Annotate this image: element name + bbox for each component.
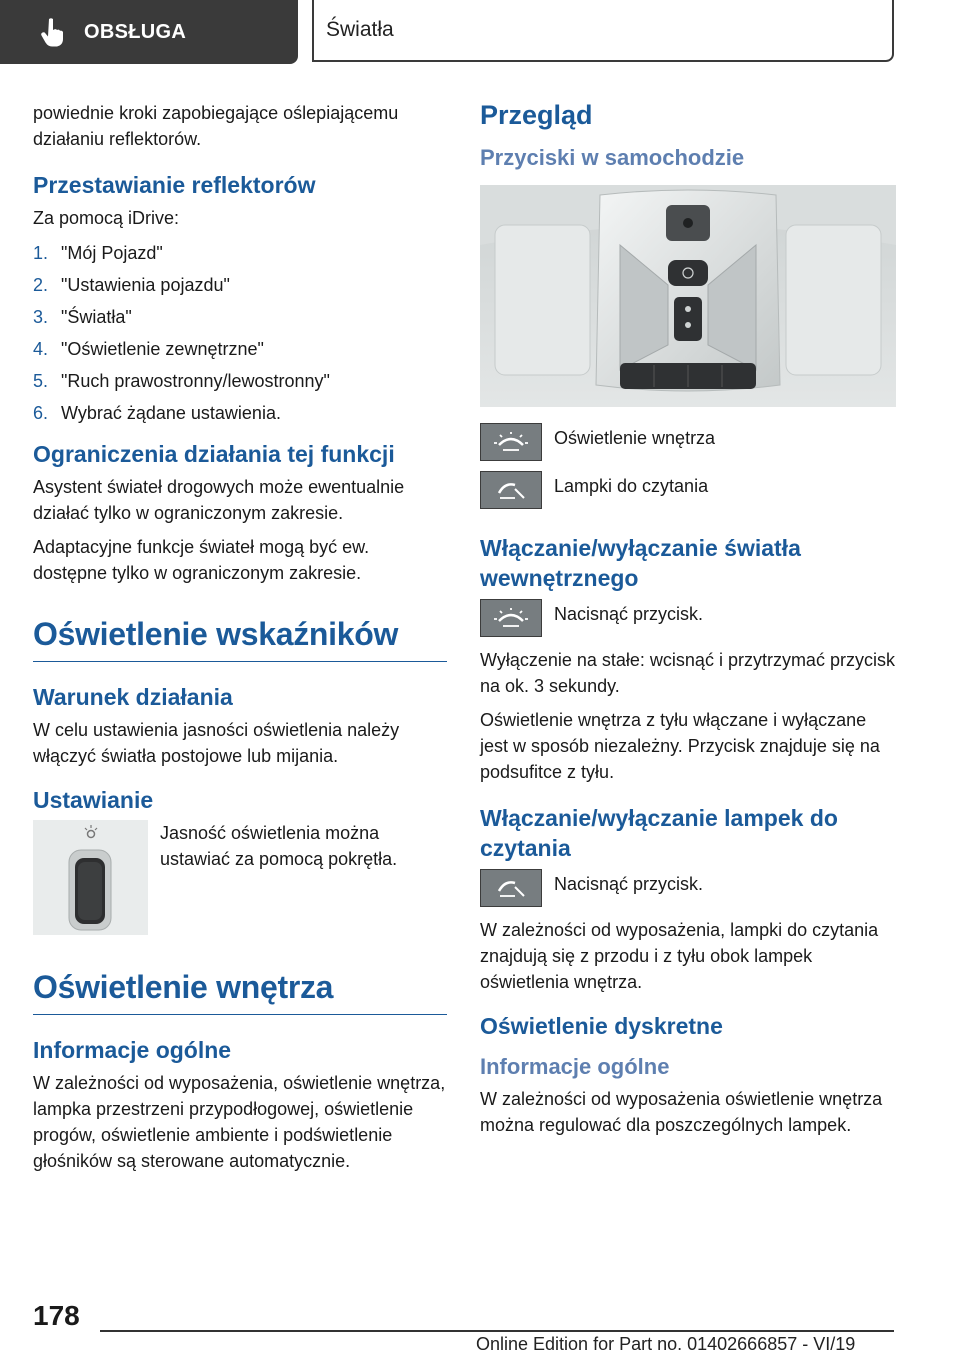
- right-column: [480, 100, 896, 1146]
- interior-general-heading: Informacje ogólne: [33, 1037, 232, 1063]
- list-item: 4. "Oświetlenie zewnętrzne": [33, 339, 264, 359]
- footer-divider: [100, 1330, 894, 1332]
- setting-heading: Ustawianie: [33, 787, 154, 813]
- discreet-general-heading: Informacje ogólne: [480, 1054, 670, 1079]
- reading-switch-paragraph: W zależności od wyposażenia, lampki do czytania znajdują się z przodu i z tyłu obok lampek oświetlenia wnętrza.: [480, 920, 879, 992]
- headlight-adjust-heading: Przestawianie reflektorów: [33, 172, 316, 198]
- interior-switch-paragraph-2: Oświetlenie wnętrza z tyłu włączane i wyłączane jest w sposób niezależny. Przycisk znajduje się na podsufitce z tyłu.: [480, 710, 880, 782]
- legend-label: Oświetlenie wnętrza: [554, 428, 716, 448]
- interior-switch-heading: Włączanie/wyłączanie światła wewnętrznego: [480, 535, 801, 591]
- idrive-steps-list: [33, 237, 447, 429]
- buttons-heading: Przyciski w samochodzie: [480, 145, 745, 170]
- legend-reading-light: [480, 471, 896, 509]
- interior-general-paragraph: W zależności od wyposażenia, oświetlenie wnętrza, lampka przestrzeni przypodłogowej, oświetlenie progów, oświetlenie ambiente i podświetlenie głośników są sterowane automatycznie.: [33, 1073, 446, 1171]
- setting-paragraph: Jasność oświetlenia można ustawiać za pomocą pokrętła.: [160, 823, 398, 869]
- edition-note: Online Edition for Part no. 01402666857 - VI/19: [476, 1334, 856, 1354]
- dial-instruction: [33, 820, 447, 935]
- legend-interior-light: [480, 423, 896, 461]
- press-instruction: Nacisnąć przycisk.: [554, 874, 704, 894]
- brightness-dial-image: [33, 820, 148, 935]
- page-title-bar: [312, 0, 894, 62]
- overhead-console-image: [480, 185, 896, 407]
- limits-heading: Ograniczenia działania tej funkcji: [33, 441, 395, 467]
- section-tab: [0, 0, 298, 64]
- reading-switch-heading: Włączanie/wyłączanie lampek do czytania: [480, 805, 838, 861]
- list-item: 5. "Ruch prawostronny/lewostronny": [33, 371, 330, 391]
- interior-switch-instruction: [480, 599, 896, 637]
- list-item: 6. Wybrać żądane ustawienia.: [33, 403, 281, 423]
- legend-label: Lampki do czytania: [554, 476, 709, 496]
- instrument-lighting-heading: Oświetlenie wskaźników: [33, 616, 447, 662]
- reading-switch-instruction: [480, 869, 896, 907]
- interior-light-icon: [480, 599, 542, 637]
- page-title: Światła: [326, 18, 394, 41]
- discreet-heading: Oświetlenie dyskretne: [480, 1013, 723, 1039]
- reading-light-icon: [480, 471, 542, 509]
- interior-switch-paragraph-1: Wyłączenie na stałe: wcisnąć i przytrzymać przycisk na ok. 3 sekundy.: [480, 650, 895, 696]
- left-column: [33, 100, 447, 1182]
- press-instruction: Nacisnąć przycisk.: [554, 604, 704, 624]
- section-label: OBSŁUGA: [84, 20, 187, 43]
- list-item: 3. "Światła": [33, 307, 132, 327]
- brightness-dial-icon: [33, 820, 148, 935]
- hand-pointer-icon: [40, 17, 66, 47]
- overview-heading: Przegląd: [480, 100, 593, 130]
- list-item: 1. "Mój Pojazd": [33, 243, 163, 263]
- page-number: 178: [33, 1300, 80, 1331]
- discreet-general-paragraph: W zależności od wyposażenia oświetlenie wnętrza można regulować dla poszczególnych lampek.: [480, 1089, 883, 1135]
- condition-heading: Warunek działania: [33, 684, 233, 710]
- headlight-adjust-lead: Za pomocą iDrive:: [33, 208, 180, 228]
- interior-lighting-heading: Oświetlenie wnętrza: [33, 969, 447, 1015]
- interior-light-icon: [480, 423, 542, 461]
- reading-light-icon: [480, 869, 542, 907]
- limits-paragraph-2: Adaptacyjne funkcje świateł mogą być ew. dostępne tylko w ograniczonym zakresie.: [33, 537, 370, 583]
- list-item: 2. "Ustawienia pojazdu": [33, 275, 230, 295]
- intro-paragraph: powiednie kroki zapobiegające oślepiającemu działaniu reflektorów.: [33, 103, 399, 149]
- condition-paragraph: W celu ustawienia jasności oświetlenia należy włączyć światła postojowe lub mijania.: [33, 720, 400, 766]
- limits-paragraph-1: Asystent świateł drogowych może ewentualnie działać tylko w ograniczonym zakresie.: [33, 477, 405, 523]
